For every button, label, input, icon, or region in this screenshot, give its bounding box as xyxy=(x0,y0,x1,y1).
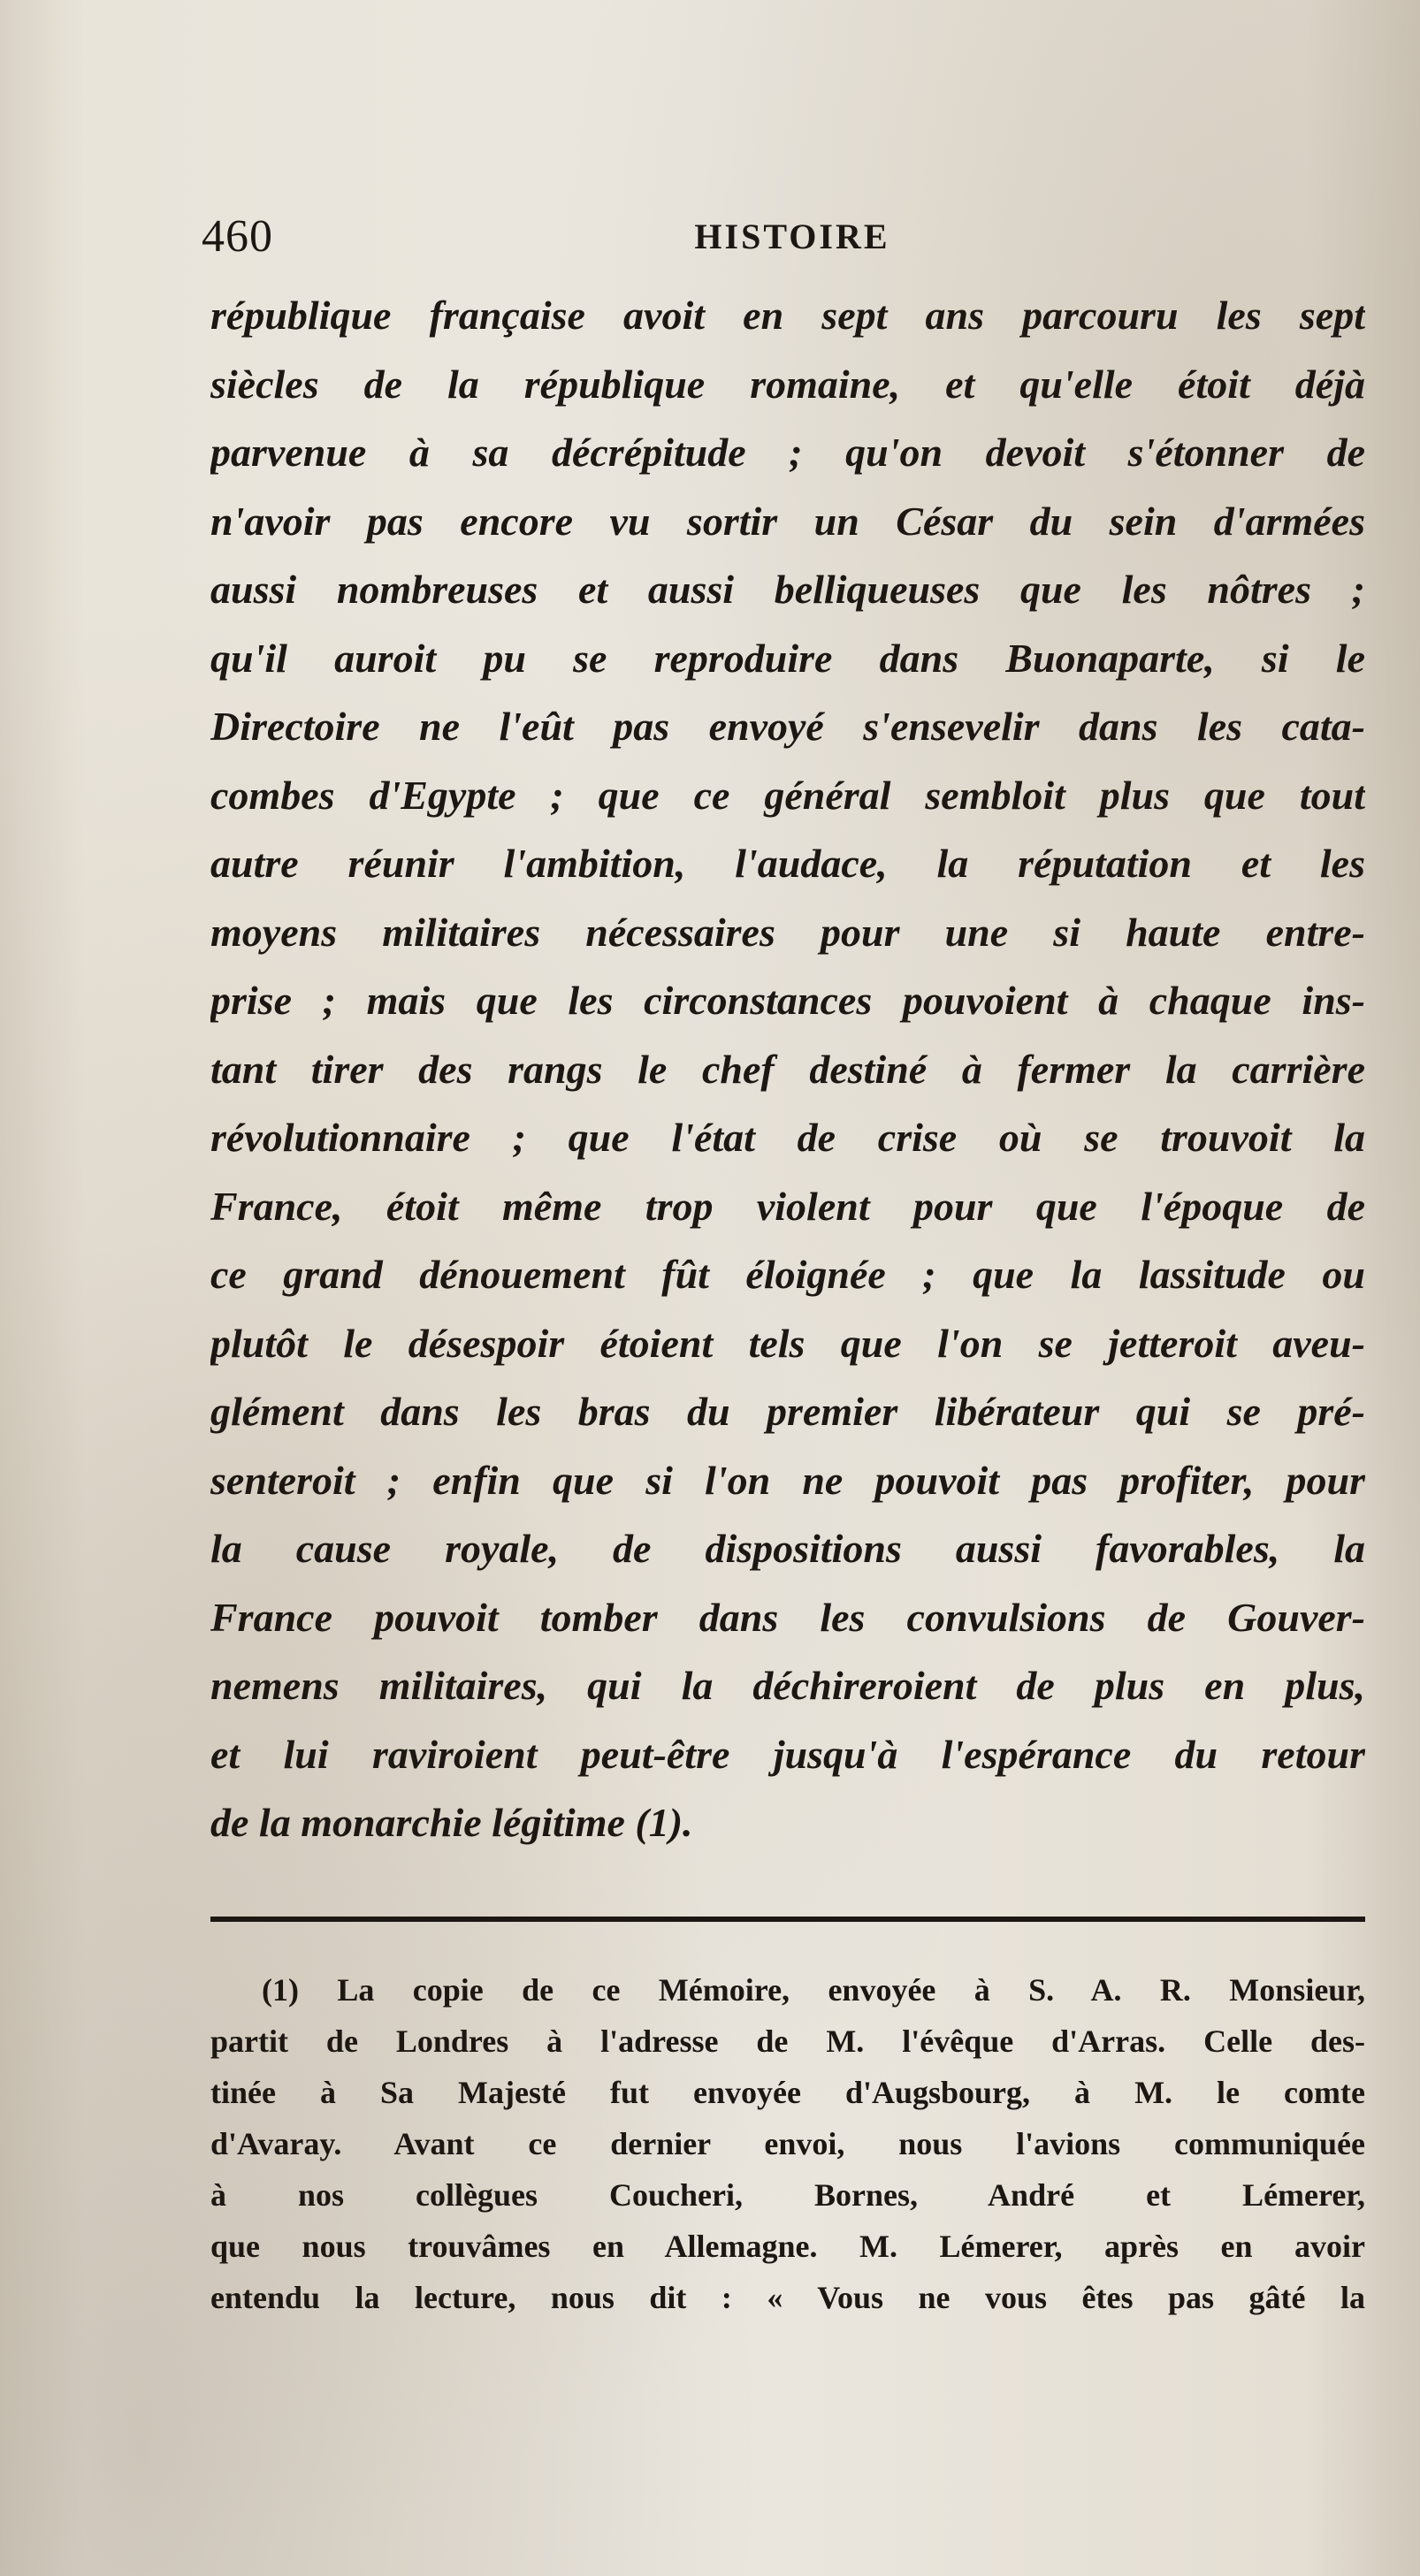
footnote-line: (1) La copie de ce Mémoire, envoyée à S. A. R. Monsieur, xyxy=(262,1972,1365,2008)
text-line: glément dans les bras du premier libérateur qui se pré- xyxy=(210,1389,1365,1434)
text-line: nemens militaires, qui la déchireroient de plus en plus, xyxy=(210,1663,1365,1708)
text-line: prise ; mais que les circonstances pouvoient à chaque ins- xyxy=(210,978,1365,1023)
text-line: moyens militaires nécessaires pour une si haute entre- xyxy=(210,909,1365,955)
page-number: 460 xyxy=(202,211,273,262)
text-line: aussi nombreuses et aussi belliqueuses que les nôtres ; xyxy=(210,567,1365,612)
text-line: révolutionnaire ; que l'état de crise où se trouvoit la xyxy=(210,1115,1365,1160)
text-line: la cause royale, de dispositions aussi favorables, la xyxy=(210,1526,1365,1571)
text-line: plutôt le désespoir étoient tels que l'on se jetteroit aveu- xyxy=(210,1320,1365,1366)
footnote-line: que nous trouvâmes en Allemagne. M. Lémerer, après en avoir xyxy=(210,2229,1365,2264)
text-line: siècles de la république romaine, et qu'elle étoit déjà xyxy=(210,361,1365,407)
footnote-line: partit de Londres à l'adresse de M. l'évêque d'Arras. Celle des- xyxy=(210,2023,1365,2059)
text-line: combes d'Egypte ; que ce général sembloit plus que tout xyxy=(210,772,1365,818)
footnote-line: entendu la lecture, nous dit : « Vous ne vous êtes pas gâté la xyxy=(210,2280,1365,2315)
text-line: de la monarchie légitime (1). xyxy=(210,1800,693,1845)
footnote-line: d'Avaray. Avant ce dernier envoi, nous l'avions communiquée xyxy=(210,2126,1365,2161)
text-line: senteroit ; enfin que si l'on ne pouvoit pas profiter, pour xyxy=(210,1457,1365,1503)
running-head: HISTOIRE xyxy=(694,217,890,256)
text-line: Directoire ne l'eût pas envoyé s'ensevelir dans les cata- xyxy=(210,704,1365,749)
footnote-divider xyxy=(210,1917,1365,1922)
footnote xyxy=(210,1964,1365,2323)
text-line: république française avoit en sept ans parcouru les sept xyxy=(210,293,1365,338)
main-text xyxy=(210,281,1365,1857)
text-line: et lui raviroient peut-être jusqu'à l'espérance du retour xyxy=(210,1731,1365,1777)
text-line: qu'il auroit pu se reproduire dans Buonaparte, si le xyxy=(210,635,1365,681)
text-line: ce grand dénouement fût éloignée ; que la lassitude ou xyxy=(210,1252,1365,1297)
text-line: France, étoit même trop violent pour que l'époque de xyxy=(210,1183,1365,1229)
footnote-line: tinée à Sa Majesté fut envoyée d'Augsbourg, à M. le comte xyxy=(210,2075,1365,2110)
text-line: parvenue à sa décrépitude ; qu'on devoit s'étonner de xyxy=(210,430,1365,475)
text-line: n'avoir pas encore vu sortir un César du sein d'armées xyxy=(210,498,1365,544)
text-line: tant tirer des rangs le chef destiné à fermer la carrière xyxy=(210,1046,1365,1092)
text-line: France pouvoit tomber dans les convulsions de Gouver- xyxy=(210,1594,1365,1640)
page-header xyxy=(202,210,1365,263)
footnote-line: à nos collègues Coucheri, Bornes, André et Lémerer, xyxy=(210,2177,1365,2213)
text-line: autre réunir l'ambition, l'audace, la réputation et les xyxy=(210,841,1365,886)
